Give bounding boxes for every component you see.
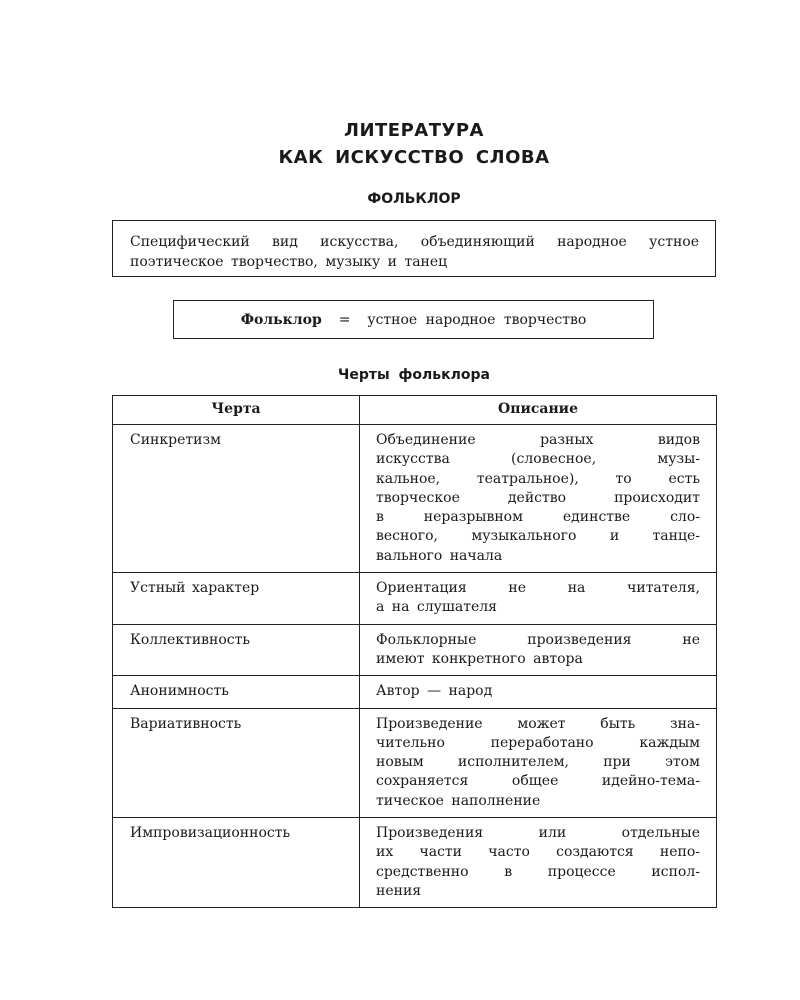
description-line: новым исполнителем, при этом xyxy=(376,754,700,771)
description-line: Произведения или отдельные xyxy=(376,825,700,842)
description-cell xyxy=(360,573,717,625)
table-title: Черты фольклора xyxy=(338,367,490,383)
description-line: Ориентация не на читателя, xyxy=(376,580,700,597)
trait-cell: Анонимность xyxy=(113,676,360,708)
description-line: кальное, театральное), то есть xyxy=(376,470,700,487)
description-line: а на слушателя xyxy=(376,599,498,616)
description-line: чительно переработано каждым xyxy=(376,734,700,751)
formula-term: Фольклор xyxy=(240,311,322,328)
description-line: их части часто создаются непо- xyxy=(376,844,700,861)
formula-meaning: устное народное творчество xyxy=(367,311,587,328)
definition-text: Специфический вид искусства, объединяющий народное устное поэтическое творчество, музыку и танец xyxy=(130,234,699,270)
section-heading: ФОЛЬКЛОР xyxy=(367,191,461,207)
traits-table xyxy=(112,395,717,908)
formula-box xyxy=(173,300,654,339)
description-line: Объединение разных видов xyxy=(376,432,700,448)
description-line: нения xyxy=(376,882,422,899)
formula-sign: = xyxy=(338,311,351,328)
trait-cell: Импровизационность xyxy=(113,818,360,908)
description-line: тическое наполнение xyxy=(376,792,541,809)
page-title-line-1: ЛИТЕРАТУРА xyxy=(344,120,484,141)
description-line: Произведение может быть зна- xyxy=(376,715,700,732)
description-line: искусства (словесное, музы- xyxy=(376,451,700,468)
table-row xyxy=(113,818,717,908)
header-description: Описание xyxy=(360,396,717,425)
page-title-line-2: КАК ИСКУССТВО СЛОВА xyxy=(278,147,550,168)
trait-cell: Синкретизм xyxy=(113,425,360,573)
table-row xyxy=(113,573,717,625)
description-line: творческое действо происходит xyxy=(376,489,700,506)
description-cell xyxy=(360,624,717,676)
description-line: в неразрывном единстве сло- xyxy=(376,509,700,526)
description-line: Фольклорные произведения не xyxy=(376,631,700,648)
definition-box xyxy=(112,220,716,277)
header-trait: Черта xyxy=(113,396,360,425)
table-row xyxy=(113,425,717,573)
description-line: вального начала xyxy=(376,547,503,564)
trait-cell: Коллективность xyxy=(113,624,360,676)
trait-cell: Вариативность xyxy=(113,708,360,817)
table-row xyxy=(113,676,717,708)
description-cell xyxy=(360,708,717,817)
description-line: весного, музыкального и танце- xyxy=(376,528,700,545)
description-line: средственно в процессе испол- xyxy=(376,863,700,880)
description-cell xyxy=(360,425,717,573)
description-line: имеют конкретного автора xyxy=(376,650,583,667)
table-row xyxy=(113,624,717,676)
description-line: сохраняется общее идейно-тема- xyxy=(376,773,700,790)
description-cell xyxy=(360,818,717,908)
table-header-row xyxy=(113,396,717,425)
description-cell xyxy=(360,676,717,708)
description-line: Автор — народ xyxy=(376,683,493,700)
table-row xyxy=(113,708,717,817)
trait-cell: Устный характер xyxy=(113,573,360,625)
